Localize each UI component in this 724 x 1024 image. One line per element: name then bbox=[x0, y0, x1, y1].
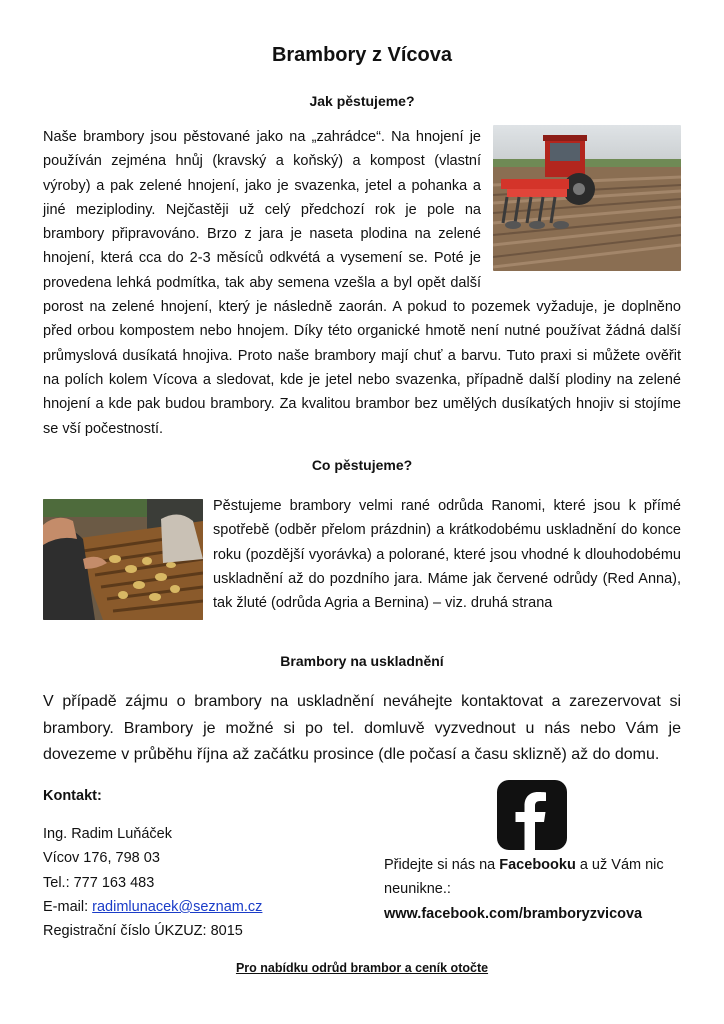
contact-phone: Tel.: 777 163 483 bbox=[43, 874, 155, 891]
contact-name: Ing. Radim Luňáček bbox=[43, 826, 172, 842]
potato-sorting-image bbox=[43, 499, 203, 620]
section-how-text: Naše brambory jsou pěstované jako na „zahrádce“. Na hnojení je používán zejména hnůj (kravský a koňský) a kompost (vlastní výroby) a pak zelené hnojení, jako je svazenka, jetel a pohanka a jiné meziplodiny. Nejčastěji už celý předchozí rok je pole na brambory připravováno. Brzo z jara je naseta plodina na zelené hnojení, která cca do 2-3 měsíců odkvétá a vysemení se. Poté je provedena lehká podmítka, tak aby semena vzešla a byl opět další porost na zelené hnojení, který je následně zaorán. A pokud to pozemek vyžaduje, je doplněno před orbou kompostem nebo hnojem. Díky této organické hmotě není nutné používat žádná další průmyslová dusíkatá hnojiva. Proto naše brambory mají chuť a barvu. Tuto praxi si můžete ověřit na polích kolem Vícova a sledovat, kde je jetel nebo svazenka, případně další plodiny na zelené hnojení a kde pak budou brambory. Za kvalitou brambor bez umělých dusíkatých hnojiv si stojíme se vší počestností. bbox=[43, 129, 681, 437]
facebook-url[interactable]: www.facebook.com/bramboryzvicova bbox=[384, 905, 643, 922]
tractor-photo bbox=[493, 125, 681, 271]
section-heading-storage: Brambory na uskladnění bbox=[280, 653, 444, 669]
facebook-text-prefix: Přidejte si nás na bbox=[384, 857, 500, 873]
contact-block bbox=[43, 822, 262, 943]
contact-email-link[interactable]: radimlunacek@seznam.cz bbox=[92, 898, 263, 915]
contact-email-label: E-mail: bbox=[43, 898, 93, 915]
facebook-icon[interactable] bbox=[497, 780, 567, 850]
page-title: Brambory z Vícova bbox=[271, 44, 453, 66]
contact-heading: Kontakt: bbox=[43, 788, 102, 804]
section-what-text: Pěstujeme brambory velmi rané odrůda Ranomi, které jsou k přímé spotřebě (odběr přelom prázdnin) a krátkodobému uskladnění do konce roku (pozdější vyorávka) a polorané, které jsou vhodné k dlouhodobému uskladnění až do pozdního jara. Máme jak červené odrůdy (Red Anna), tak žluté (odrůda Agria a Bernina) – viz. druhá strana bbox=[213, 498, 681, 612]
facebook-text-suffix: a už Vám nic neunikne.: bbox=[384, 857, 664, 898]
section-how bbox=[43, 125, 681, 441]
contact-email-line bbox=[43, 895, 262, 919]
potato-harvest-photo bbox=[43, 499, 203, 620]
facebook-brand: Facebooku bbox=[499, 857, 576, 873]
contact-registration: Registrační číslo ÚKZUZ: 8015 bbox=[43, 923, 243, 940]
contact-address: Vícov 176, 798 03 bbox=[43, 850, 160, 867]
footer-turn-over-note: Pro nabídku odrůd brambor a ceník otočte bbox=[235, 961, 489, 975]
section-storage-text: V případě zájmu o brambory na uskladnění neváhejte kontaktovat a zarezervovat si brambory. Brambory je možné si po tel. domluvě vyzvednout u nás nebo Vám je dovezeme v průběhu října až začátku prosince (dle počasí a času sklizně) až do domu. bbox=[43, 693, 681, 763]
section-heading-how: Jak pěstujeme? bbox=[309, 93, 415, 109]
section-heading-what: Co pěstujeme? bbox=[311, 457, 413, 473]
facebook-block bbox=[384, 853, 684, 926]
tractor-field-image bbox=[493, 125, 681, 271]
